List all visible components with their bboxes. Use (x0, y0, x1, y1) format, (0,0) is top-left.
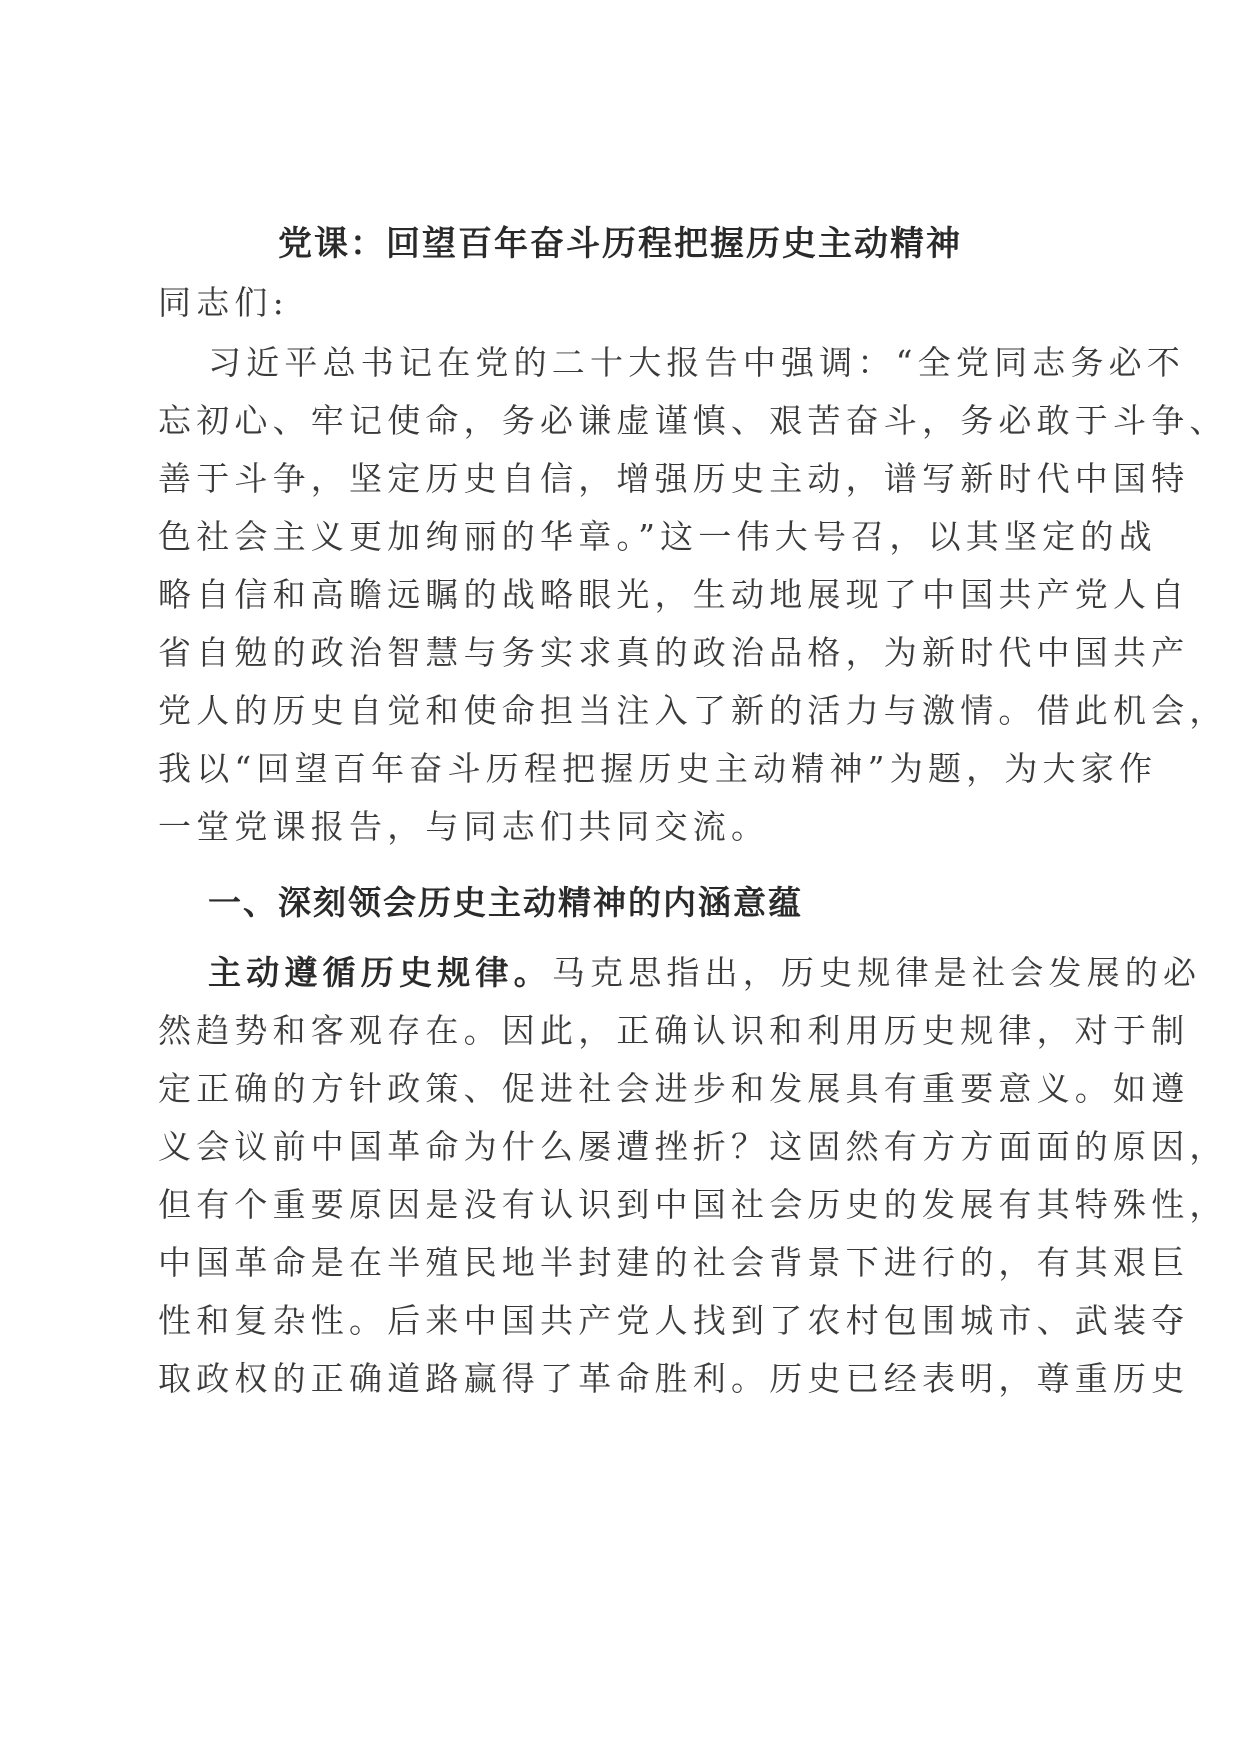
paragraph-line (208, 951, 1202, 995)
paragraph-line: 一堂党课报告，与同志们共同交流。 (158, 807, 770, 846)
paragraph-line: 但有个重要原因是没有认识到中国社会历史的发展有其特殊性， (158, 1185, 1228, 1224)
paragraph-line: 我以“回望百年奋斗历程把握历史主动精神”为题，为大家作 (158, 749, 1158, 788)
section-heading: 一、深刻领会历史主动精神的内涵意蕴 (208, 883, 803, 922)
paragraph-line: 中国革命是在半殖民地半封建的社会背景下进行的，有其艰巨 (158, 1243, 1190, 1282)
paragraph-line: 取政权的正确道路赢得了革命胜利。历史已经表明，尊重历史 (158, 1359, 1190, 1398)
paragraph-lead: 主动遵循历史规律。 (208, 953, 552, 992)
document-title: 党课：回望百年奋斗历程把握历史主动精神 (278, 224, 962, 264)
paragraph-line: 性和复杂性。后来中国共产党人找到了农村包围城市、武装夺 (158, 1301, 1190, 1340)
paragraph-line: 定正确的方针政策、促进社会进步和发展具有重要意义。如遵 (158, 1069, 1190, 1108)
paragraph-line: 义会议前中国革命为什么屡遭挫折？这固然有方方面面的原因， (158, 1127, 1228, 1166)
paragraph-line: 然趋势和客观存在。因此，正确认识和利用历史规律，对于制 (158, 1011, 1190, 1050)
paragraph-line: 习近平总书记在党的二十大报告中强调：“全党同志务必不 (208, 343, 1186, 382)
paragraph-line-text: 马克思指出，历史规律是社会发展的必 (551, 953, 1202, 992)
salutation: 同志们: (158, 283, 289, 322)
paragraph-line: 省自勉的政治智慧与务实求真的政治品格，为新时代中国共产 (158, 633, 1190, 672)
paragraph-line: 色社会主义更加绚丽的华章。”这一伟大号召，以其坚定的战 (158, 517, 1157, 556)
paragraph-line: 善于斗争，坚定历史自信，增强历史主动，谱写新时代中国特 (158, 459, 1190, 498)
paragraph-line: 略自信和高瞻远瞩的战略眼光，生动地展现了中国共产党人自 (158, 575, 1190, 614)
paragraph-line: 忘初心、牢记使命，务必谦虚谨慎、艰苦奋斗，务必敢于斗争、 (158, 401, 1228, 440)
paragraph-line: 党人的历史自觉和使命担当注入了新的活力与激情。借此机会， (158, 691, 1228, 730)
